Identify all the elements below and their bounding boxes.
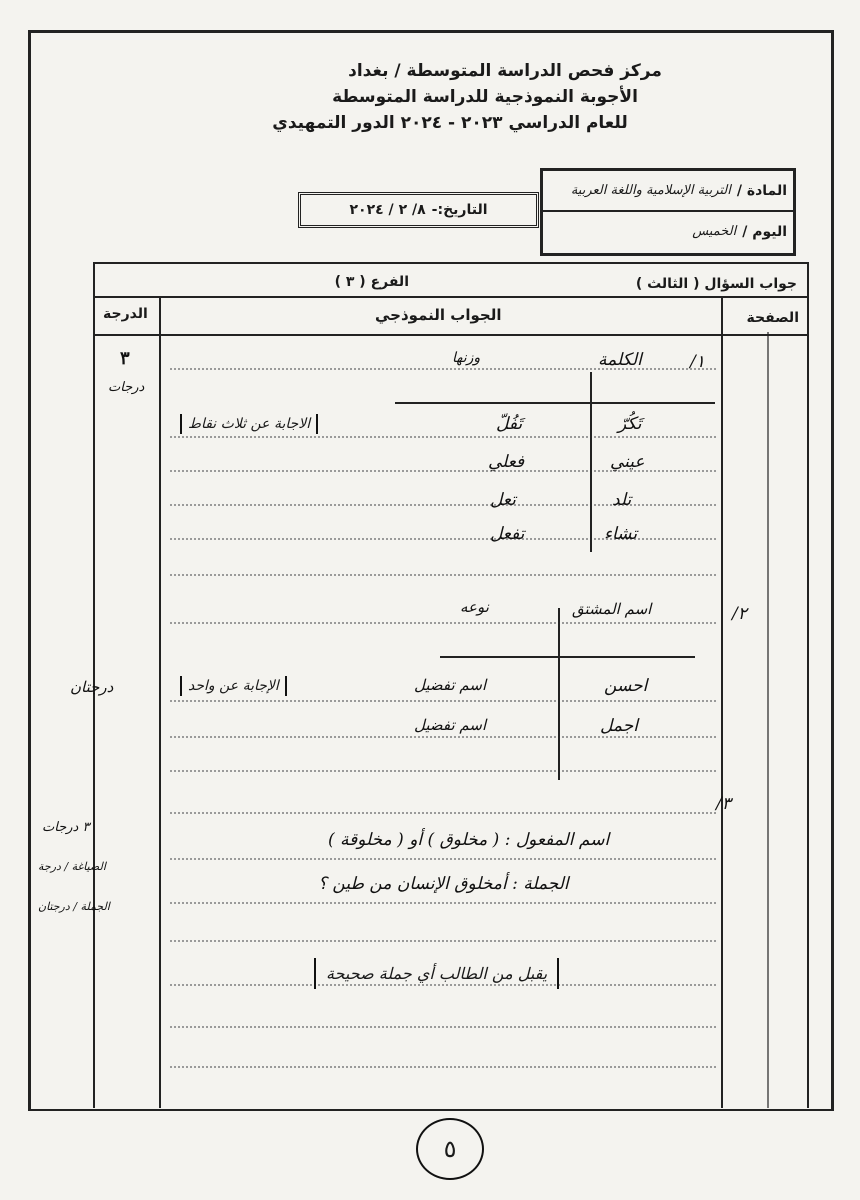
part2-word-2: اجمل [600,716,638,736]
grade-part3-line2: الصياغة / درجة [38,860,106,873]
date-box [298,192,539,228]
part2-number: ٢/ [732,604,747,624]
part2-type-2: اسم تفضيل [414,716,487,734]
column-page: الصفحة [746,310,799,326]
ruled-line [170,574,716,576]
page-number: ٥ [416,1118,484,1180]
part1-word-4: تشاء [604,524,638,544]
question-row [95,274,807,296]
part3-number: ٣/ [716,794,731,814]
page-column-divider [721,296,723,1108]
ruled-line [440,656,695,658]
part1-pattern-4: تفعل [490,524,525,544]
part3-line1: اسم المفعول : ( مخلوق ) أو ( مخلوقة ) [328,830,610,850]
grade-part1-number: ٣ [120,348,130,369]
header-line-title: الأجوبة النموذجية للدراسة المتوسطة [332,87,638,107]
day-row [543,212,793,251]
grade-part3-line1: ٣ درجات [42,820,90,835]
subject-row [543,171,793,212]
ruled-line [170,1066,716,1068]
column-header-row [95,296,807,336]
part3-note: يقبل من الطالب أي جملة صحيحة [314,958,559,989]
page-column-inner-line [767,332,769,1108]
grade-column-divider [159,296,161,1108]
part1-pattern-1: تَفُلّ [496,414,523,434]
ruled-line [170,770,716,772]
part2-head-type: نوعه [460,598,489,616]
part1-note: الاجابة عن ثلاث نقاط [180,414,318,434]
header-line-center: مركز فحص الدراسة المتوسطة / بغداد [348,61,662,81]
part3-line2: الجملة : أمخلوق الإنسان من طين ؟ [318,874,569,894]
part1-head-pattern: وزنها [452,350,481,366]
header-line-year: للعام الدراسي ٢٠٢٣ - ٢٠٢٤ الدور التمهيدي [272,113,628,133]
ruled-line [170,700,716,702]
ruled-line [170,902,716,904]
part1-word-1: تَكُرّ [618,414,642,434]
ruled-line [170,504,716,506]
ruled-line [170,858,716,860]
date-value: ٨/ ٢ / ٢٠٢٤ [349,202,426,218]
column-model-answer: الجواب النموذجي [375,306,502,324]
subject-label: المادة / [736,182,787,199]
ruled-line [170,812,716,814]
date-label: التاريخ:- [431,202,488,218]
part2-type-1: اسم تفضيل [414,676,487,694]
ruled-line [170,436,716,438]
part1-head-word: الكلمة [598,350,642,370]
part2-column-divider [558,608,560,780]
part1-pattern-3: تعل [490,490,516,510]
grade-part2: درجتان [70,678,114,696]
part1-pattern-2: فعلي [488,452,525,472]
column-grade: الدرجة [103,306,148,322]
day-label: اليوم / [742,223,787,240]
ruled-line [170,736,716,738]
ruled-line [395,402,715,404]
part2-head-word: اسم المشتق [572,600,652,618]
document-header [0,58,860,136]
part1-column-divider [590,372,592,552]
part1-word-3: تلد [612,490,632,510]
grade-part1-word: درجات [108,380,145,395]
subject-value: التربية الإسلامية واللغة العربية [570,183,731,198]
subject-box [540,168,796,256]
grade-part3-line3: الجملة / درجتان [38,900,110,913]
part1-number: ١/ [690,352,705,372]
branch-label: الفرع ( ٣ ) [334,274,409,290]
part1-word-2: عيني [610,452,645,472]
question-label: جواب السؤال ( الثالث ) [635,276,797,292]
day-value: الخميس [692,224,737,239]
part2-note: الإجابة عن واحد [180,676,287,696]
ruled-line [170,1026,716,1028]
ruled-line [170,622,716,624]
ruled-line [170,940,716,942]
part2-word-1: احسن [604,676,648,696]
